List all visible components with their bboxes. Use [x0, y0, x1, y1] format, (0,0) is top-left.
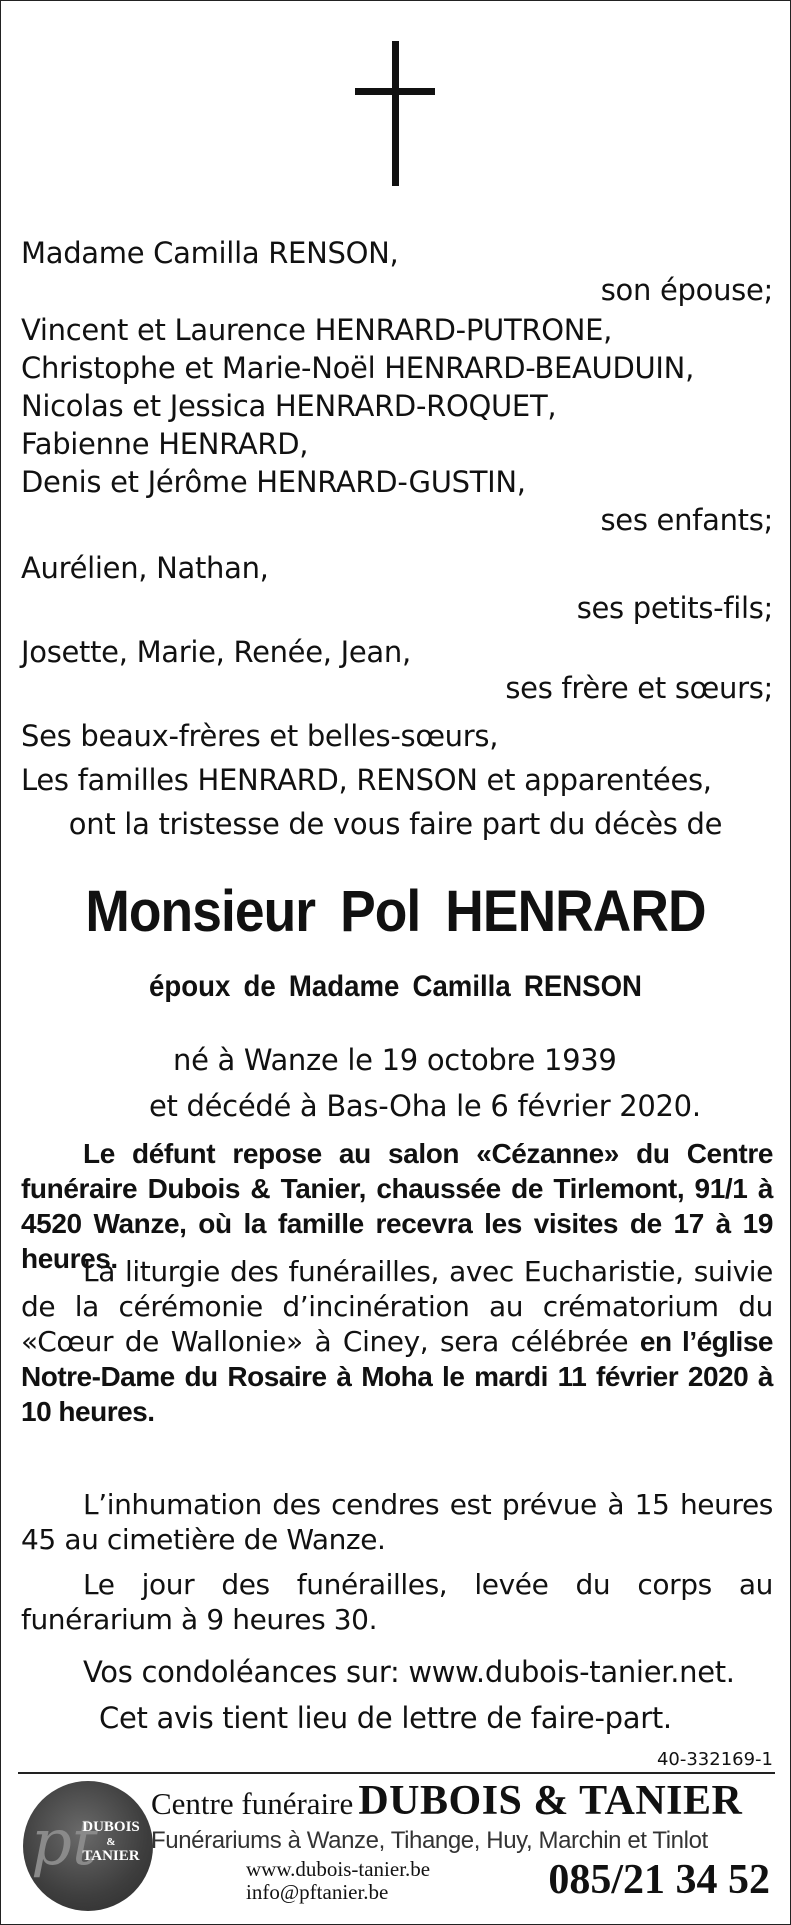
- funeral-home-name: DUBOIS & TANIER: [358, 1778, 743, 1824]
- funeral-home-prefix: Centre funéraire: [151, 1786, 354, 1821]
- child-line: Christophe et Marie-Noël HENRARD-BEAUDUIN,: [21, 351, 694, 385]
- funeral-home-email: info@pftanier.be: [246, 1880, 389, 1904]
- child-line: Denis et Jérôme HENRARD-GUSTIN,: [21, 465, 526, 499]
- burial-text: L’inhumation des cendres est prévue à 15 heures 45 au cimetière de Wanze.: [21, 1488, 773, 1556]
- logo-amp: &: [106, 1836, 116, 1848]
- funeral-home-header: [151, 1777, 773, 1825]
- reference-number: 40-332169-1: [656, 1749, 773, 1770]
- funeral-home-locations: Funérariums à Wanze, Tihange, Huy, Marchin et Tinlot: [151, 1827, 708, 1854]
- children-role: ses enfants;: [600, 503, 773, 537]
- liturgy-text: La liturgie des funérailles, avec Eucharistie, suivie de la cérémonie d’incinération au crématorium du «Cœur de Wallonie» à Ciney, sera célébrée: [21, 1255, 773, 1358]
- liturgy-bold-text: en l’église Notre-Dame du Rosaire à Moha le mardi 11 février 2020 à 10 heures.: [21, 1326, 773, 1427]
- funeral-home-website: www.dubois-tanier.be: [246, 1857, 431, 1881]
- grandchildren-role: ses petits-fils;: [576, 591, 773, 625]
- siblings-names: Josette, Marie, Renée, Jean,: [21, 635, 411, 669]
- child-line: Vincent et Laurence HENRARD-PUTRONE,: [21, 313, 613, 347]
- announcement-line: ont la tristesse de vous faire part du décès de: [68, 807, 723, 841]
- viewing-text: Le défunt repose au salon «Cézanne» du Centre funéraire Dubois & Tanier, chaussée de Tirlemont, 91/1 à 4520 Wanze, où la famille recevra les visites de 17 à 19 heures.: [21, 1138, 773, 1274]
- death-line: et décédé à Bas-Oha le 6 février 2020.: [149, 1089, 701, 1123]
- in-laws-line: Ses beaux-frères et belles-sœurs,: [21, 719, 499, 753]
- grandchildren-names: Aurélien, Nathan,: [21, 551, 269, 585]
- notice-line: Cet avis tient lieu de lettre de faire-part.: [99, 1701, 672, 1735]
- funeral-home-phone: 085/21 34 52: [548, 1857, 770, 1903]
- condolences-line: Vos condoléances sur: www.dubois-tanier.net.: [83, 1655, 735, 1689]
- child-line: Nicolas et Jessica HENRARD-ROQUET,: [21, 389, 557, 423]
- logo-monogram: pt: [31, 1806, 98, 1880]
- child-line: Fabienne HENRARD,: [21, 427, 309, 461]
- families-line: Les familles HENRARD, RENSON et apparentées,: [21, 763, 712, 797]
- cross-icon: [355, 41, 435, 186]
- divider: [18, 1772, 775, 1774]
- logo-line1: DUBOIS: [82, 1819, 140, 1835]
- liturgy-paragraph: [21, 1254, 773, 1429]
- logo-text: [75, 1819, 147, 1865]
- spouse-role: son épouse;: [600, 273, 773, 307]
- funeral-day-text: Le jour des funérailles, levée du corps au funérarium à 9 heures 30.: [21, 1568, 773, 1636]
- spouse-name: Madame Camilla RENSON,: [21, 236, 399, 270]
- birth-line: né à Wanze le 19 octobre 1939: [173, 1043, 617, 1077]
- funeral-home-logo: [23, 1781, 153, 1911]
- funeral-day-paragraph: [21, 1567, 773, 1637]
- deceased-name: Monsieur Pol HENRARD: [85, 879, 706, 944]
- burial-paragraph: [21, 1487, 773, 1557]
- logo-line2: TANIER: [82, 1848, 140, 1864]
- siblings-role: ses frère et sœurs;: [505, 671, 773, 705]
- deceased-spouse-line: époux de Madame Camilla RENSON: [149, 970, 642, 1003]
